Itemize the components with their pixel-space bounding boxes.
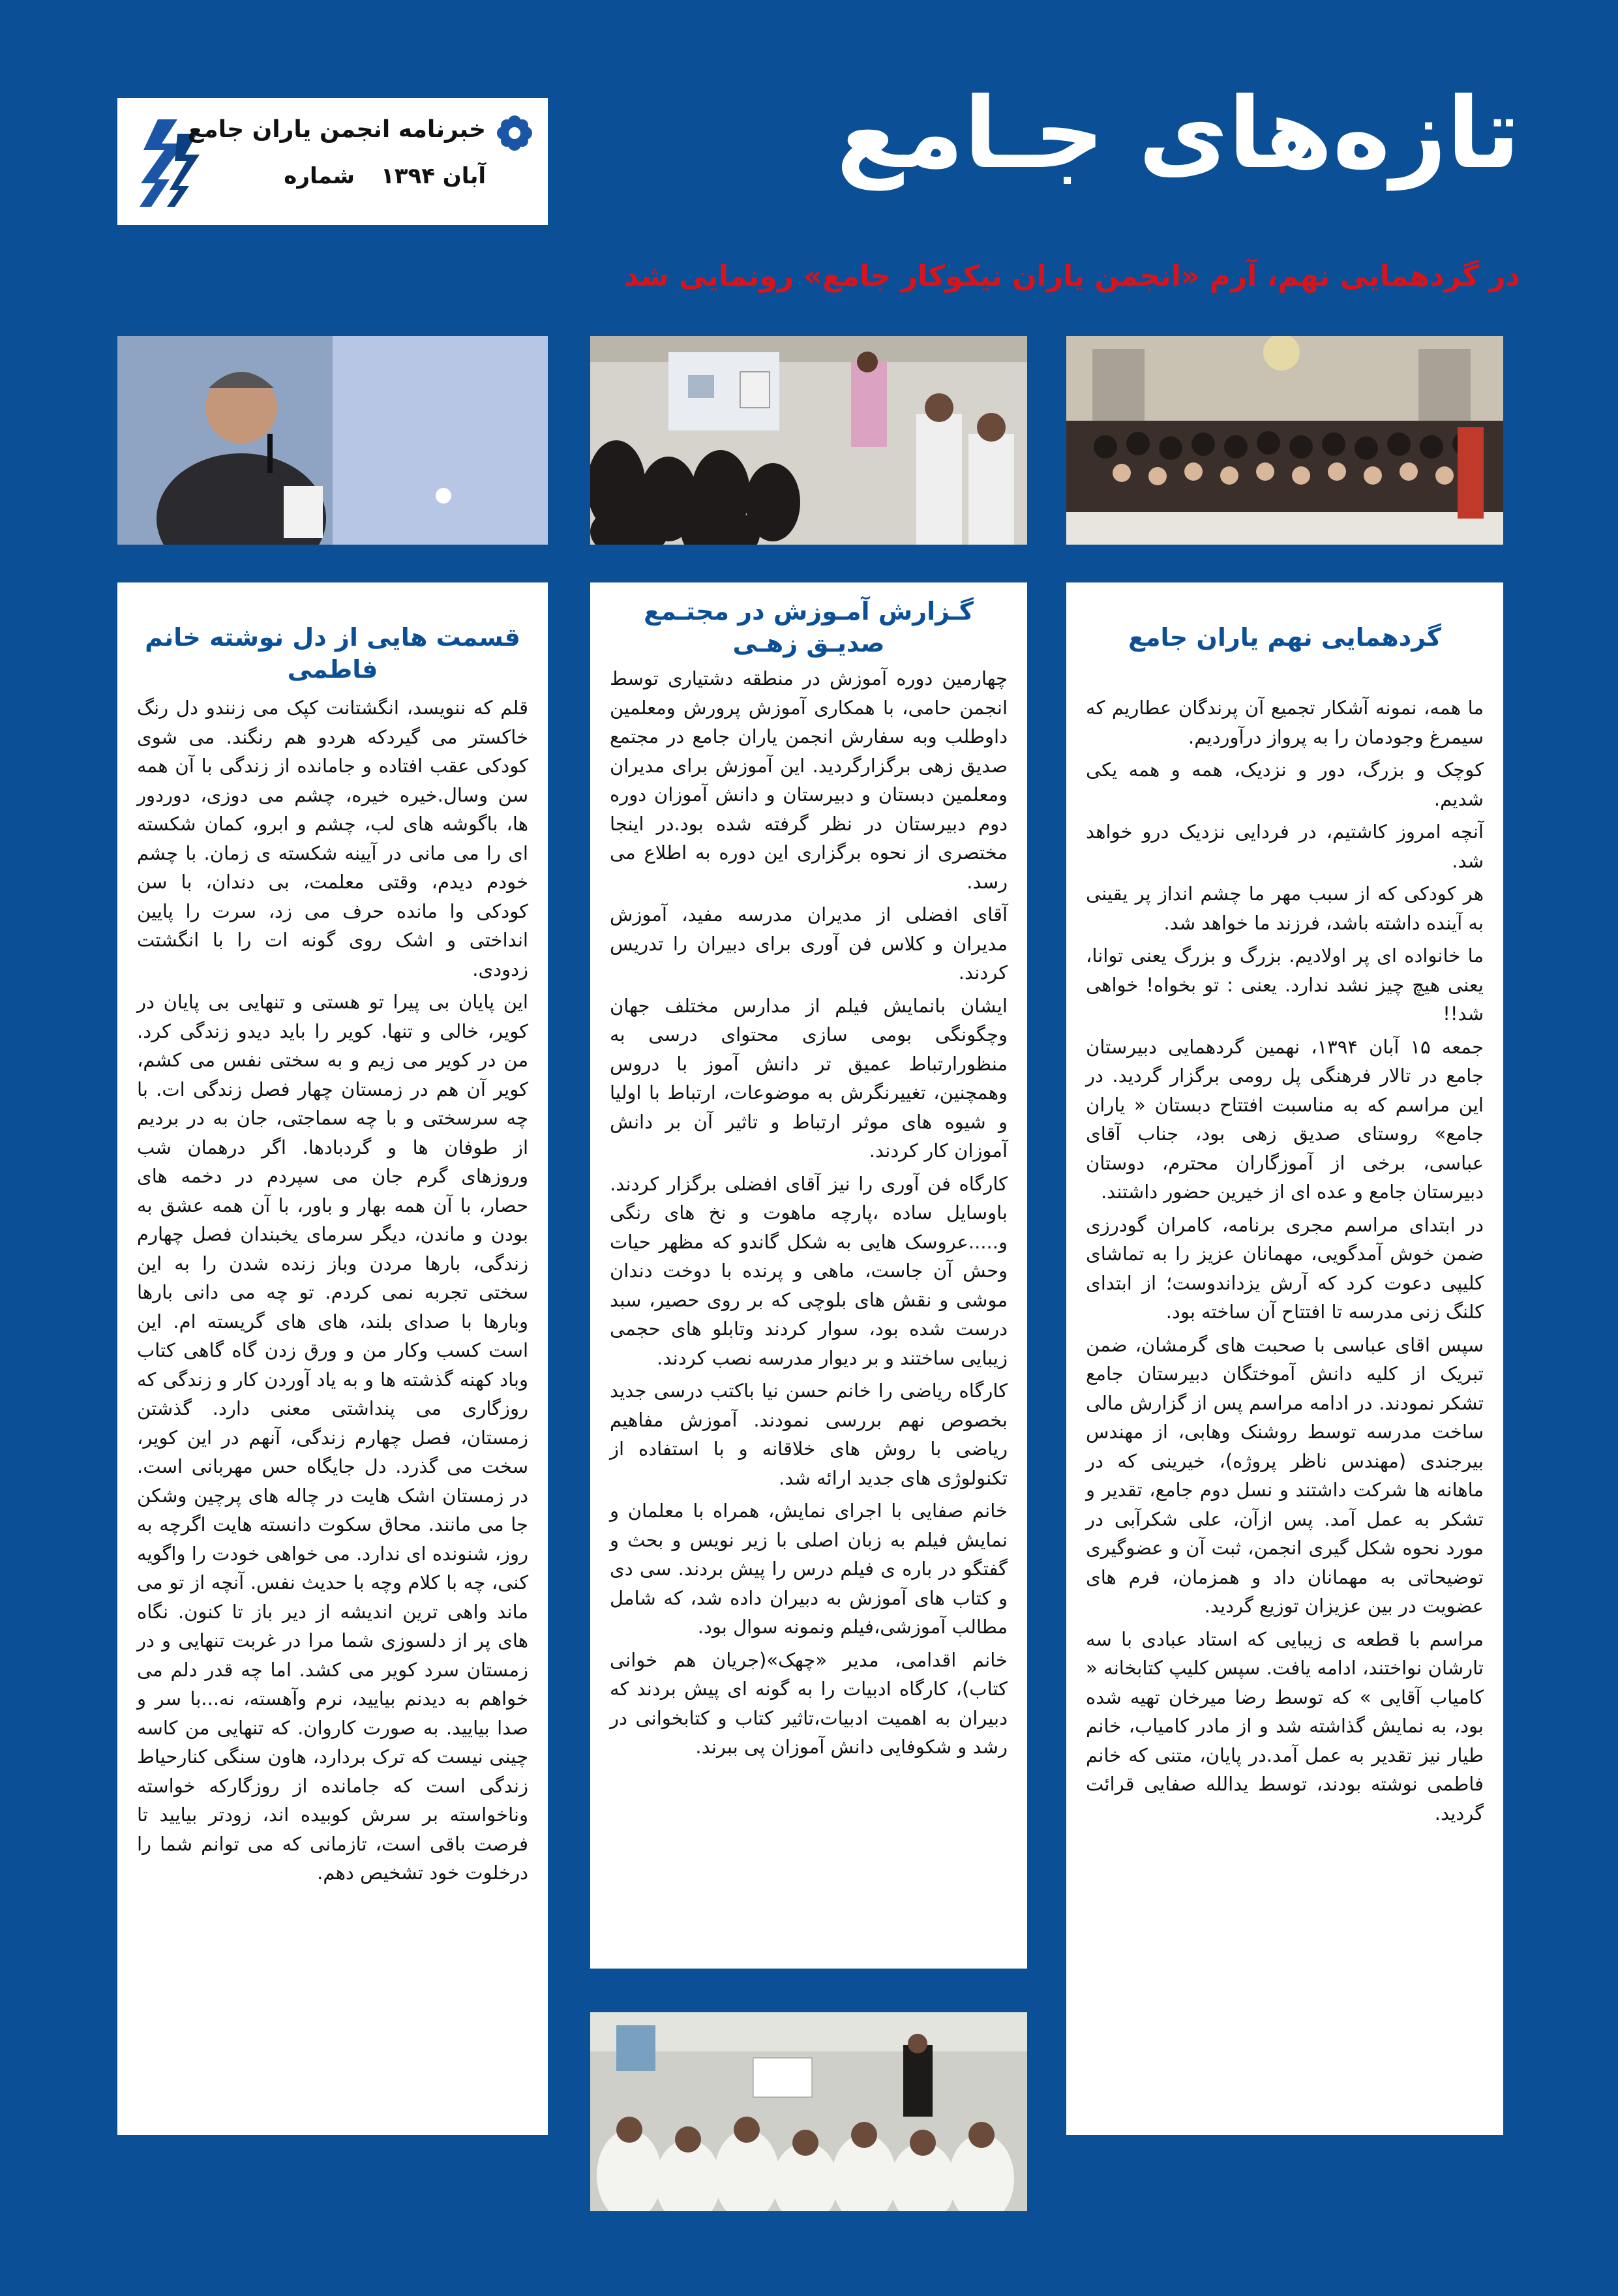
paragraph: ما خانواده ای پر اولادیم. بزرگ و بزرگ یعنی توانا، یعنی هیچ چیز نشد ندارد. یعنی : تو بخواه! خواهی شد!! [1086,944,1484,1025]
paragraph: جمعه ۱۵ آبان ۱۳۹۴، نهمین گردهمایی دبیرستان جامع در تالار فرهنگی پل رومی برگزار گردید. در این مراسم که به مناسبت افتتاح دبستان « یاران جامع» روستای صدیق زهی بود، جناب آقای عباسی، برخی از آموزگاران محترم، دوستان دبیرستان جامع و عده ای از خیرین حضور داشتند. [1086,1035,1484,1203]
newsletter-info-box [117,98,548,225]
article-fatemi-body [137,693,528,1892]
main-headline: در گردهمایی نهم، آرم «انجمن یاران نیکوکار جامع» رونمایی شد [623,260,1520,293]
paragraph: خانم صفایی با اجرای نمایش، همراه با معلمان و نمایش فیلم به زبان اصلی با زیر نویس و بحث و گفتگو در باره ی فیلم درس را پیش بردند. سی دی و کتاب های آموزش به دبیران داده شد، که شامل مطالب آموزشی،فیلم ونمونه سوال بود. [610,1500,1008,1638]
photo-classroom [590,2012,1027,2211]
issue-number-label: شماره [284,163,355,189]
article-gathering-title: گردهمایی نهم یاران جامع [1128,623,1441,652]
paragraph: کوچک و بزرگ، دور و نزدیک، همه و همه یکی شدیم. [1086,759,1484,810]
article-training-body [610,664,1008,1766]
paragraph: ما همه، نمونه آشکار تجمیع آن پرندگان عطاریم که سیمرغ وجودمان را به پرواز درآوردیم. [1086,697,1484,748]
paragraph: هر کودکی که از سبب مهر ما چشم انداز پر یقینی به آینده داشته باشد، فرزند ما خواهد شد. [1086,883,1484,934]
paragraph: این پایان بی پیرا تو هستی و تنهایی بی پایان در کویر، خالی و تنها. کویر را باید دیدو زندگی کرد. من در کویر می زیم و به سختی نفس می کشم، کویر آن هم در زمستان چهار فصل زندگی ات. با چه سرسختی و با چه سماجتی، جان به در بردیم از طوفان ها و گردبادها. اگر درهمان شب وروزهای گرم جان می سپردم در دخمه های حصار، با آن همه بهار و باور، با آن همه عشق به بودن و ماندن، دیگر سرمای یخبندان فصل چهارم زندگی، بارها مردن وباز زنده شدن را به این سختی تجربه نمی کردم. تو چه می دانی بارها وبارها با صدای بلند، های های گریسته ام. این است کسب وکار من و ورق زدن گاه گاهی کتاب وباد کهنه گذشته ها و به یاد آوردن کار و زندگی که روزگاری می پنداشتی معنی دارد. گذشتن زمستان، فصل چهارم زندگی، آنهم در این کویر، سخت می گذرد. دل جایگاه حس مهربانی است. در زمستان اشک هایت در چاله های پرچین وشکن جا می مانند. محاق سکوت دانسته هایت اگرچه به روز، شنونده ای ندارد. می خواهی خودت را واگویه کنی، چه با کلام وچه با حدیث نفس. آنچه از تو می ماند واهی ترین اندیشه از دیر باز تا کنون. نگاه های پر از دلسوزی شما مرا در غربت تنهایی و در زمستان سرد کویر می کشد. اما چه قدر دلم می خواهم به دیدنم بیایید، نرم وآهسته، نه...با سر و صدا بیایید. به صورت کاروان. که تنهایی من کاسه چینی نیست که ترک بردارد، هاون سنگی کنارحیاط زندگی است که جامانده از روزگارکه خواسته وناخواسته بر سرش کوبیده اند، زودتر بیایید تا فرصت باقی است، تازمانی که می توانم شما را درخلوت خود تشخیص دهم. [137,991,528,1884]
article-gathering-body [1086,693,1484,1832]
article-fatemi [117,582,548,2135]
issue-date: آبان ۱۳۹۴ [380,163,486,189]
paragraph: چهارمین دوره آموزش در منطقه دشتیاری توسط انجمن حامی، با همکاری آموزش پرورش ومعلمین داوطلب وبه سفارش انجمن یاران جامع در مجتمع صدیق زهی برگزارگردید. این آموزش برای مدیران ومعلمین دبستان و دبیرستان و دانش آموزان دوره دوم دبیرستان در نظر گرفته شده بود.در اینجا مختصری از نحوه برگزاری این دوره به اطلاع می رسد. [610,667,1008,893]
paragraph: سپس اقای عباسی با صحبت های گرمشان، ضمن تبریک از کلیه دانش آموختگان دبیرستان جامع تشکر نمودند. در ادامه مراسم پس از گزارش مالی ساخت مدرسه توسط روشنک وهابی، از مهندس بیرجندی (مهندس ناظر پروژه)، خیرینی که در ماهانه ها شرکت داشتند و نسل دوم جامع، تقدیر و تشکر به عمل آمد. پس ازآن، علی شکرآبی در مورد نحوه شکل گیری انجمن، ثبت آن و عضوگیری توضیحاتی به مهمانان داد و همزمان، فرم های عضویت در بین عزیزان توزیع گردید. [1086,1333,1484,1617]
article-training [590,582,1027,1969]
paragraph: آنچه امروز کاشتیم، در فردایی نزدیک درو خواهد شد. [1086,821,1484,872]
paragraph: خانم اقدامی، مدیر «چهک»(جریان هم خوانی کتاب)، کارگاه ادبیات را به گونه ای پیش بردند که دبیران به اهمیت ادبیات،تاثیر کتاب و کتابخوانی در رشد و شکوفایی دانش آموزان پی ببرند. [610,1648,1008,1758]
paragraph: قلم که ننویسد، انگشتانت کپک می زنندو دل رنگ خاکستر می گیردکه هردو هم رنگند. می شوی کودکی عقب افتاده و جامانده از زندگی با آن همه سن وسال.خیره خیره، چشم می دوزی، دوردور ها، باگوشه های لب، چشم و ابرو، کمان شکسته ای را می مانی در آیینه شکسته ی زمان. با چشم خودم دیدم، وقتی معلمت، بی دندان، با سن کودکی وا مانده حرف می زد، سرت را پایین انداختی و اشک روی گونه ات را با انگشتت زدودی. [137,697,528,980]
article-fatemi-title: قسمت هایی از دل نوشته خانم فاطمی [145,623,520,684]
paragraph: آقای افضلی از مدیران مدرسه مفید، آموزش مدیران و کلاس فن آوری برای دبیران را تدریس کردند. [610,903,1008,984]
photo-gathering-group [1066,336,1503,545]
paragraph: کارگاه فن آوری را نیز آقای افضلی برگزار کردند. باوسایل ساده ،پارچه ماهوت و نخ های رنگی و.....عروسک هایی به شکل گاندو که مظهر حیات وحش آن جاست، ماهی و پرنده با دوخت دندان موشی و نقش های بلوچی که بر روی حصیر، سبد درست شده بود، سوار کردند وتابلو های حجمی زیبایی ساختند و بر دیوار مدرسه نصب کردند. [610,1172,1008,1369]
paragraph: ایشان بانمایش فیلم از مدارس مختلف جهان وچگونگی بومی سازی محتوای درسی به منظورارتباط عمیق تر دانش آموز با دروس وهمچنین، تغییرنگرش به موضوعات، ارتباط با اولیا و شیوه های موثر ارتباط و تاثیر آن بر دانش آموزان کار کردند. [610,994,1008,1162]
issue-line [284,163,486,189]
paragraph: در ابتدای مراسم مجری برنامه، کامران گودرزی ضمن خوش آمدگویی، مهمانان عزیز را به تماشای کلیپی دعوت کرد که آرش یزداندوست؛ از ابتدای کلنگ زنی مدرسه تا افتتاح آن ساخته بود. [1086,1213,1484,1323]
photo-training-session [590,336,1027,545]
article-gathering [1066,582,1503,2135]
paragraph: کارگاه ریاضی را خانم حسن نیا باکتب درسی جدید بخصوص نهم بررسی نمودند. آموزش مفاهیم ریاضی با روش های خلاقانه و با استفاده از تکنولوژی های جدید ارائه شد. [610,1380,1008,1489]
photo-speaker [117,336,548,545]
article-training-title: گـزارش آمـوزش در مجتـمع صديـق زهـی [644,597,974,658]
newsletter-title: تازه‌های جـامع [836,77,1520,190]
paragraph: مراسم با قطعه ی زیبایی که استاد عبادی با سه تارشان نواختند، ادامه یافت. سپس کلیپ کتابخانه « کامیاب آقایی » که توسط رضا میرخان تهیه شده بود، به نمایش گذاشته شد و از مادر کامیاب، خانم طیار نیز تقدیر به عمل آمد.در پایان، متنی که خانم فاطمی نوشته بودند، توسط یدالله صفایی قرائت گردید. [1086,1627,1484,1824]
newsletter-name: خبرنامه انجمن یاران جامع [187,116,486,143]
flower-emblem-icon [496,114,533,152]
